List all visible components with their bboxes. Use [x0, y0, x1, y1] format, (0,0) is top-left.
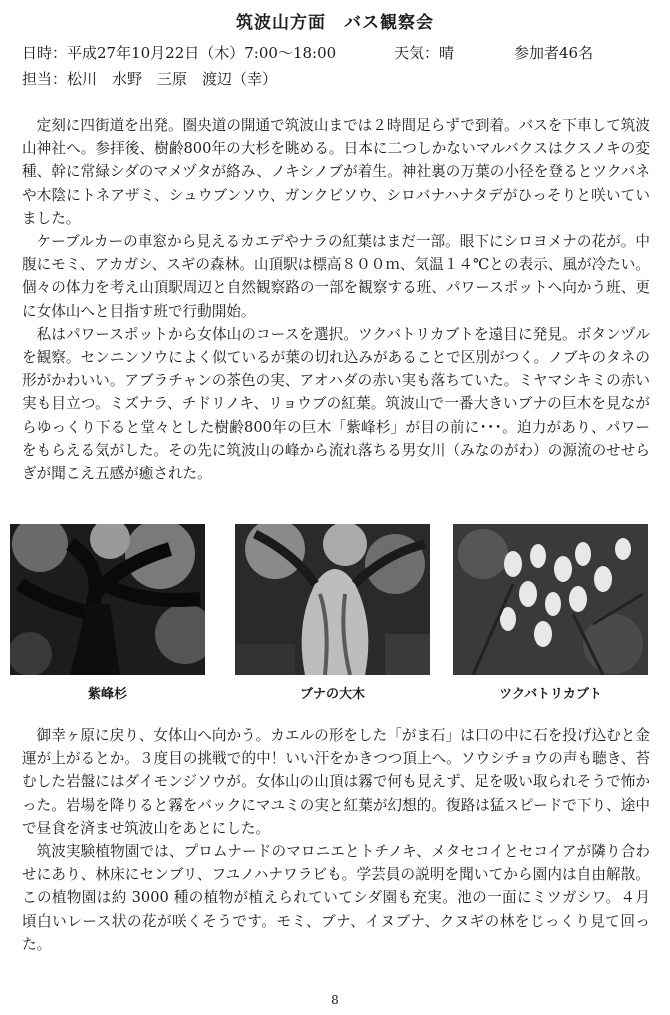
date-label: 日時：平成27年10月22日（木）7:00～18:00	[22, 44, 337, 62]
paragraph: 定刻に四街道を出発。圏央道の開通で筑波山までは２時間足らずで到着。バスを下車して筑波山神社へ。参拝後、樹齢800年の大杉を眺める。日本に二つしかないマルバクスはクスノキの変種、幹に常緑シダのマメヅタが絡み、ノキシノブが着生。神社裏の万葉の小径を登るとツクバネや木陰にトネアザミ、シュウブンソウ、ガンクビソウ、シロバナハナタデがひっそりと咲いていました。	[22, 117, 650, 227]
beech-tree-photo	[235, 524, 430, 675]
meta-line-1	[22, 42, 593, 63]
photo-caption: ブナの大木	[299, 687, 365, 702]
photo-caption: 紫峰杉	[87, 687, 127, 702]
staff-line: 担当：松川 水野 三原 渡辺（幸）	[22, 70, 278, 88]
page-title: 筑波山方面 バス観察会	[236, 13, 434, 33]
aconitum-flower-photo	[453, 524, 648, 675]
article-body-top	[22, 114, 650, 485]
paragraph: 筑波実験植物園では、プロムナードのマロニエとトチノキ、メタセコイとセコイアが隣り合わせにあり、林床にセンブリ、フユノハナワラビも。学芸員の説明を聞いてから園内は自由解散。この植物園は約 3000 種の植物が植えられていてシダ園も充実。池の一面にミツガシワ。４月頃白いレース状の花が咲くそうです。モミ、ブナ、イヌブナ、クヌギの林をじっくり見て回った。	[22, 843, 650, 953]
page-number: 8	[331, 993, 339, 1007]
paragraph: 私はパワースポットから女体山のコースを選択。ツクバトリカブトを遠目に発見。ボタンヅルを観察。センニンソウによく似ているが葉の切れ込みがあることで区別がつく。ノブキのタネの形がかわいい。アブラチャンの茶色の実、アオハダの赤い実も落ちていた。ミヤマシキミの赤い実も目立つ。ミズナラ、チドリノキ、リョウブの紅葉。筑波山で一番大きいブナの巨木を見ながらゆっくり下ると堂々とした樹齢800年の巨木「紫峰杉」が目の前に･･･。迫力があり、パワーをもらえる気がした。その先に筑波山の峰から流れ落ちる男女川（みなのがわ）の源流のせせらぎが聞こえ五感が癒された。	[22, 325, 650, 483]
article-body-bottom	[22, 724, 650, 956]
paragraph: 御幸ヶ原に戻り、女体山へ向かう。カエルの形をした「がま石」は口の中に石を投げ込むと金運が上がるとか。３度目の挑戦で的中！いい汗をかきつつ頂上へ。ソウシチョウの声も聴き、苔むした岩盤にはダイモンジソウが。女体山の山頂は霧で何も見えず、足を吸い取られそうで怖かった。岩場を降りると霧をバックにマユミの実と紅葉が幻想的。復路は猛スピードで下り、途中で昼食を済ませ筑波山をあとにした。	[22, 727, 650, 837]
cedar-tree-photo	[10, 524, 205, 675]
photo-caption: ツクバトリカブト	[499, 687, 602, 702]
weather-label: 天気：晴	[394, 44, 455, 62]
paragraph: ケーブルカーの車窓から見えるカエデやナラの紅葉はまだ一部。眼下にシロヨメナの花が。中腹にモミ、アカガシ、スギの森林。山頂駅は標高８００ｍ、気温１４℃との表示、風が冷たい。個々の体力を考え山頂駅周辺と自然観察路の一部を観察する班、パワースポットへ向かう班、更に女体山へと目指す班で行動開始。	[22, 233, 650, 320]
participants-label: 参加者46名	[514, 44, 594, 62]
